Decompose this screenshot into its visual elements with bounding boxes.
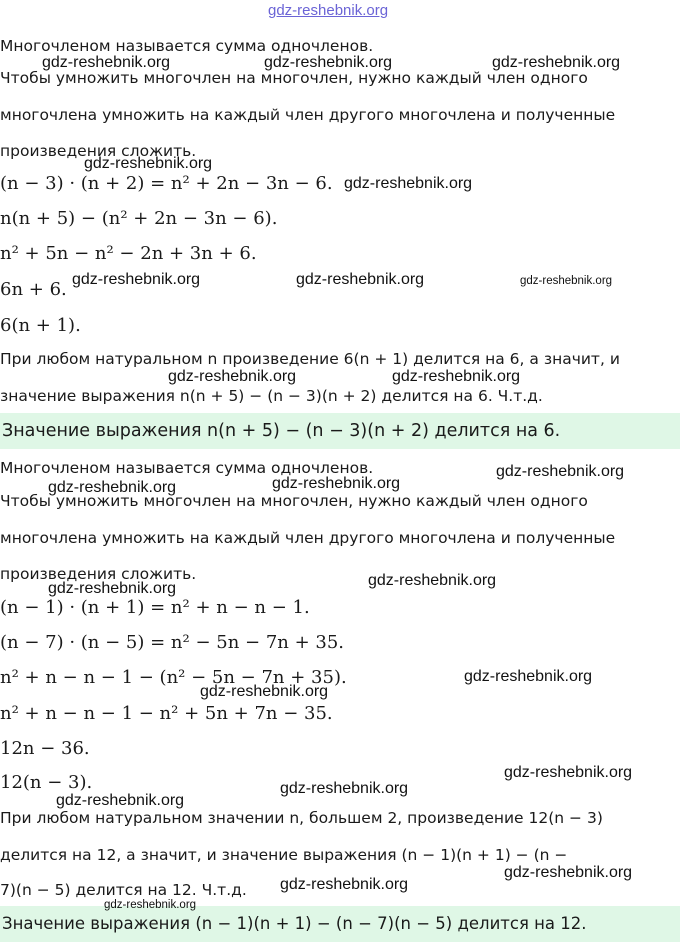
watermark: gdz-reshebnik.org: [48, 580, 177, 597]
intro-rule-line-3: произведения сложить.: [0, 142, 197, 160]
step-open-brackets: n² + 5n − n² − 2n + 3n + 6.: [0, 243, 257, 264]
watermark: gdz-reshebnik.org: [42, 54, 171, 71]
conclusion2-line-2: делится на 12, а значит, и значение выражения (n − 1)(n + 1) − (n −: [0, 846, 568, 864]
conclusion2-line-1: При любом натуральном значении n, большем 2, произведение 12(n − 3): [0, 809, 603, 827]
step-substitute: n(n + 5) − (n² + 2n − 3n − 6).: [0, 208, 278, 229]
watermark: gdz-reshebnik.org: [368, 572, 497, 589]
watermark: gdz-reshebnik.org: [104, 899, 197, 911]
watermark: gdz-reshebnik.org: [492, 54, 621, 71]
watermark: gdz-reshebnik.org: [296, 271, 425, 288]
watermark: gdz-reshebnik.org: [392, 368, 521, 385]
watermark: gdz-reshebnik.org: [200, 683, 329, 700]
intro-rule-line-2: многочлена умножить на каждый член другого многочлена и полученные: [0, 106, 616, 124]
step2-substitute: n² + n − n − 1 − (n² − 5n − 7n + 35).: [0, 667, 347, 688]
conclusion2-line-3: 7)(n − 5) делится на 12. Ч.т.д.: [0, 881, 247, 899]
conclusion-line-2: значение выражения n(n + 5) − (n − 3)(n + 2) делится на 6. Ч.т.д.: [0, 387, 543, 405]
watermark: gdz-reshebnik.org: [56, 792, 185, 809]
watermark: gdz-reshebnik.org: [84, 155, 213, 172]
intro-definition: Многочленом называется сумма одночленов.: [0, 37, 374, 55]
watermark: gdz-reshebnik.org: [520, 275, 613, 287]
watermark: gdz-reshebnik.org: [272, 475, 401, 492]
answer-text: Значение выражения n(n + 5) − (n − 3)(n + 2) делится на 6.: [2, 421, 561, 441]
conclusion-line-1: При любом натуральном n произведение 6(n + 1) делится на 6, а значит, и: [0, 350, 620, 368]
watermark: gdz-reshebnik.org: [504, 764, 633, 781]
watermark: gdz-reshebnik.org: [168, 368, 297, 385]
watermark: gdz-reshebnik.org: [496, 463, 625, 480]
watermark: gdz-reshebnik.org: [280, 876, 409, 893]
step2-expand-first: (n − 1) · (n + 1) = n² + n − n − 1.: [0, 597, 310, 618]
intro-rule-2-line-1: Чтобы умножить многочлен на многочлен, нужно каждый член одного: [0, 492, 588, 510]
step2-factor: 12(n − 3).: [0, 772, 93, 793]
watermark: gdz-reshebnik.org: [48, 479, 177, 496]
intro-rule-2-line-2: многочлена умножить на каждый член другого многочлена и полученные: [0, 529, 616, 547]
step-expand-product: (n − 3) · (n + 2) = n² + 2n − 3n − 6.: [0, 173, 333, 194]
intro-rule-line-1: Чтобы умножить многочлен на многочлен, нужно каждый член одного: [0, 69, 588, 87]
step2-expand-second: (n − 7) · (n − 5) = n² − 5n − 7n + 35.: [0, 632, 345, 653]
step-simplify: 6n + 6.: [0, 279, 67, 300]
step2-open-brackets: n² + n − n − 1 − n² + 5n + 7n − 35.: [0, 703, 333, 724]
intro-rule-2-line-3: произведения сложить.: [0, 565, 197, 583]
answer2-text: Значение выражения (n − 1)(n + 1) − (n − 7)(n − 5) делится на 12.: [2, 914, 587, 933]
watermark: gdz-reshebnik.org: [344, 175, 473, 192]
watermark-top: gdz-reshebnik.org: [268, 2, 389, 19]
watermark: gdz-reshebnik.org: [464, 668, 593, 685]
watermark: gdz-reshebnik.org: [280, 780, 409, 797]
watermark: gdz-reshebnik.org: [264, 54, 393, 71]
step-factor: 6(n + 1).: [0, 315, 81, 336]
step2-simplify: 12n − 36.: [0, 738, 90, 759]
watermark: gdz-reshebnik.org: [72, 271, 201, 288]
watermark: gdz-reshebnik.org: [504, 864, 633, 881]
intro-definition-2: Многочленом называется сумма одночленов.: [0, 459, 374, 477]
